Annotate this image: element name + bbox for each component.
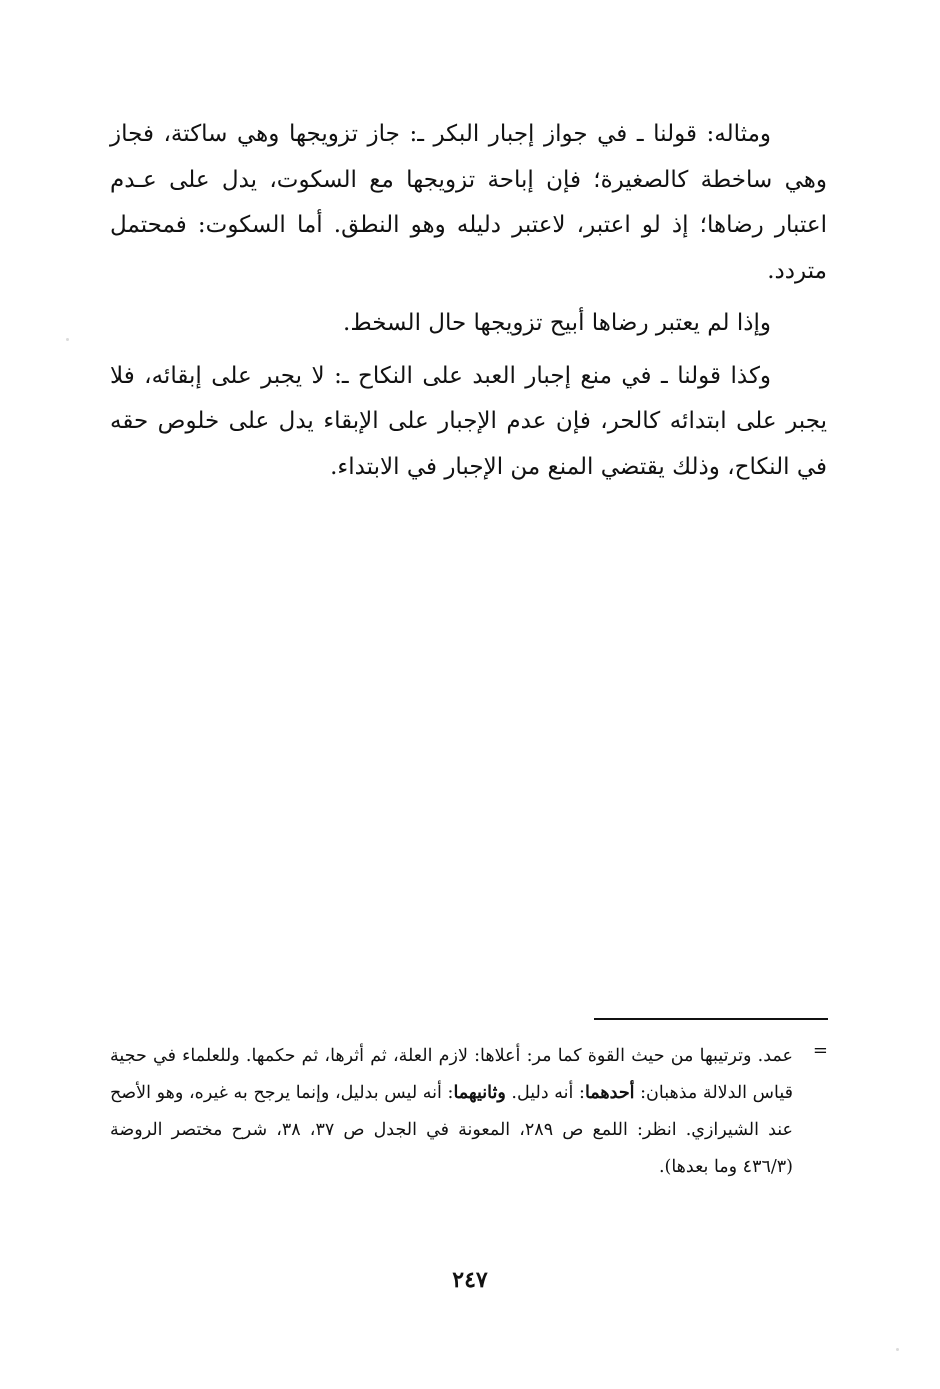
footnote-bold-second-view: وثانيهما <box>453 1083 506 1103</box>
footnote-continuation-marker: = <box>812 1040 828 1061</box>
footnote-segment-3: : أنه ليس بدليل، وإنما يرجح به غيره، وهو الأصح عند الشيرازي. انظر: اللمع ص ٢٨٩، المعونة في الجدل ص ٣٧، ٣٨، شرح مختصر الروضة (٤٣٦/٣ وما بعدها). <box>110 1083 794 1177</box>
footnote-separator-line <box>594 1018 828 1020</box>
page-number: ٢٤٧ <box>452 1267 488 1293</box>
paragraph-consent-conclusion: وإذا لم يعتبر رضاها أبيح تزويجها حال السخط. <box>343 310 771 336</box>
footnote-text <box>110 1038 827 1186</box>
footnote-bold-first-view: أحدهما <box>584 1083 635 1103</box>
footnote-segment-1: عمد. وترتيبها من حيث القوة كما مر: أعلاها: لازم العلة، ثم أثرها، ثم حكمها. وللعلماء في حجية قياس الدلالة مذهبان: <box>110 1046 793 1103</box>
scan-speck <box>896 1348 899 1351</box>
footnote-block <box>110 1038 827 1186</box>
main-text-block <box>110 112 827 490</box>
footnote-segment-2: : أنه دليل. <box>505 1083 585 1103</box>
paragraph-virgin-marriage-example: ومثاله: قولنا ـ في جواز إجبار البكر ـ: جاز تزويجها وهي ساكتة، فجاز وهي ساخطة كالصغيرة؛ فإن إباحة تزويجها مع السكوت، يدل على عـدم اعتبار رضاها؛ إذ لو اعتبر، لاعتبر دليله وهو النطق. أما السكوت: فمحتمل متردد. <box>110 121 827 284</box>
scan-speck <box>66 338 69 341</box>
paragraph-slave-marriage-example: وكذا قولنا ـ في منع إجبار العبد على النكاح ـ: لا يجبر على إبقائه، فلا يجبر على ابتدائه كالحر، فإن عدم الإجبار على الإبقاء يدل على خلوص حقه في النكاح، وذلك يقتضي المنع من الإجبار في الابتداء. <box>110 362 827 480</box>
